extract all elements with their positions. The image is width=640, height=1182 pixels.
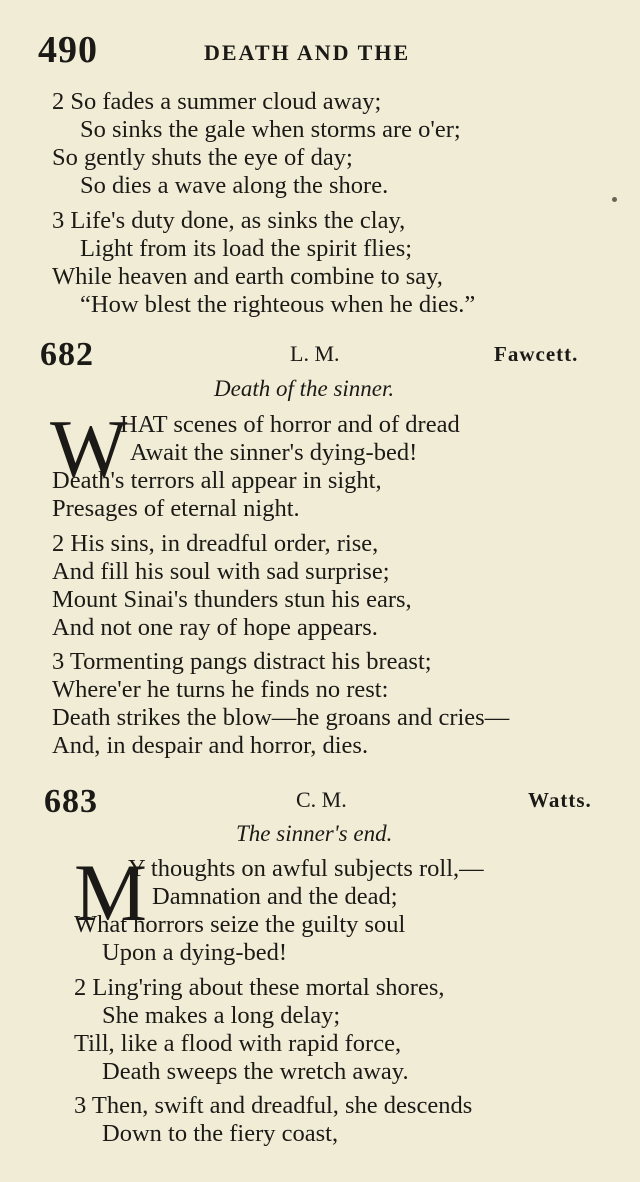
verse-line: Where'er he turns he finds no rest: xyxy=(52,676,389,703)
hymn-author: Watts. xyxy=(528,788,592,812)
verse-line: 2 His sins, in dreadful order, rise, xyxy=(52,530,379,557)
verse-line: Upon a dying-bed! xyxy=(102,939,288,966)
hymn-number: 682 xyxy=(40,336,94,373)
verse-line: Await the sinner's dying-bed! xyxy=(130,439,418,466)
running-head: DEATH AND THE xyxy=(204,40,411,65)
verse-line: And, in despair and horror, dies. xyxy=(52,732,369,759)
verse-line: Till, like a flood with rapid force, xyxy=(74,1030,402,1057)
verse-line: 2 So fades a summer cloud away; xyxy=(52,88,382,115)
verse-line: So sinks the gale when storms are o'er; xyxy=(80,116,461,143)
hymn-author: Fawcett. xyxy=(494,342,579,366)
verse-line: 3 Tormenting pangs distract his breast; xyxy=(52,648,432,675)
verse-line: 2 Ling'ring about these mortal shores, xyxy=(74,974,445,1001)
verse-line: And fill his soul with sad surprise; xyxy=(52,558,390,585)
page-number: 490 xyxy=(38,29,98,71)
drop-cap: M xyxy=(74,847,147,938)
verse-line: Death sweeps the wretch away. xyxy=(102,1058,409,1085)
hymn-subtitle: The sinner's end. xyxy=(236,821,393,846)
verse-line: Mount Sinai's thunders stun his ears, xyxy=(52,586,412,613)
page-header xyxy=(38,28,618,72)
verse-line: 3 Life's duty done, as sinks the clay, xyxy=(52,207,406,234)
verse-line: 3 Then, swift and dreadful, she descends xyxy=(74,1092,473,1119)
verse-line: Death strikes the blow—he groans and cries— xyxy=(52,704,510,731)
verse-line: Y thoughts on awful subjects roll,— xyxy=(128,855,484,882)
hymn-number: 683 xyxy=(44,783,98,820)
verse-line: While heaven and earth combine to say, xyxy=(52,263,443,290)
drop-cap: W xyxy=(50,403,128,494)
verse-line: So dies a wave along the shore. xyxy=(80,172,389,199)
verse-line: Presages of eternal night. xyxy=(52,495,300,522)
hymn-meter: C. M. xyxy=(296,787,347,812)
verse-line: HAT scenes of horror and of dread xyxy=(120,411,460,438)
paper-speck xyxy=(612,197,617,202)
verse-line: Light from its load the spirit flies; xyxy=(80,235,413,262)
hymn-subtitle: Death of the sinner. xyxy=(214,376,395,401)
verse-line: So gently shuts the eye of day; xyxy=(52,144,353,171)
verse-line: What horrors seize the guilty soul xyxy=(74,911,406,938)
verse-line: She makes a long delay; xyxy=(102,1002,341,1029)
verse-line: Damnation and the dead; xyxy=(152,883,398,910)
verse-line: Down to the fiery coast, xyxy=(102,1120,339,1147)
hymn-meter: L. M. xyxy=(290,341,340,366)
verse-line: “How blest the righteous when he dies.” xyxy=(80,291,476,318)
verse-line: And not one ray of hope appears. xyxy=(52,614,378,641)
verse-line: Death's terrors all appear in sight, xyxy=(52,467,382,494)
